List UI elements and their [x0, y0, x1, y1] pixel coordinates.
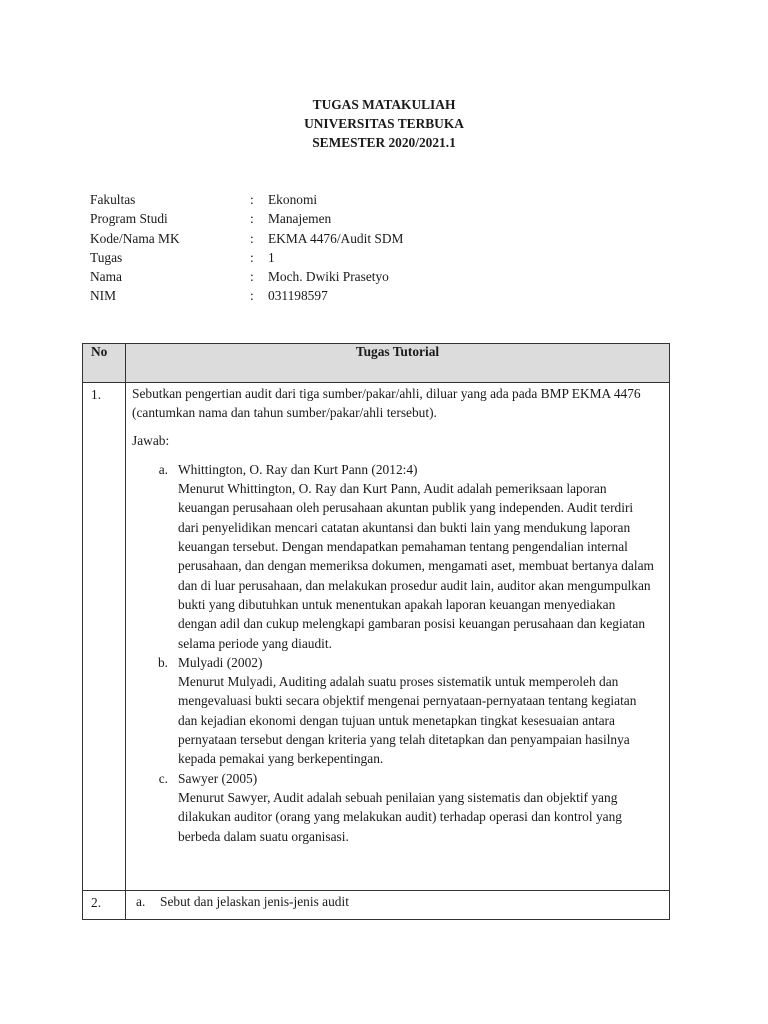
list-item [132, 769, 663, 846]
list-item [132, 460, 663, 653]
list-item [136, 892, 663, 911]
table-row [83, 890, 670, 919]
row-content [126, 890, 670, 919]
title-line-2: UNIVERSITAS TERBUKA [304, 116, 464, 131]
jawab-label: Jawab: [132, 432, 170, 448]
table-header-row [83, 344, 670, 383]
info-colon: : [250, 230, 254, 246]
info-label: Fakultas [90, 192, 136, 207]
info-row-nim [90, 286, 403, 305]
answer-text: Menurut Mulyadi, Auditing adalah suatu proses sistematik untuk memperoleh dan mengevaluasi bukti secara objektif mengenai pernyataan-pernyataan tentang kegiatan dan kejadian ekonomi dengan tujuan untuk menetapkan tingkat kesesuaian antara pernyataan tersebut dengan kriteria yang telah ditetapkan dan penyampaian hasilnya kepada pemakai yang berkepentingan. [178, 674, 637, 767]
info-value: 1 [268, 249, 275, 265]
answer-letter: a. [158, 461, 168, 477]
title-line-3: SEMESTER 2020/2021.1 [312, 135, 456, 150]
row-number: 1. [83, 383, 126, 891]
info-colon: : [250, 249, 254, 265]
info-label: Kode/Nama MK [90, 230, 180, 246]
info-value: Ekonomi [268, 192, 318, 207]
row-number: 2. [83, 890, 126, 919]
table-row [83, 383, 670, 891]
item-text: Sebut dan jelaskan jenis-jenis audit [160, 893, 349, 909]
info-row-kode-mk [90, 229, 403, 248]
answer-text: Menurut Whittington, O. Ray dan Kurt Pann, Audit adalah pemeriksaan laporan keuangan perusahaan oleh perusahaan akuntan publik yang independen. Audit terdiri dari penyelidikan mencari catatan akuntansi dan bukti lain yang mendukung laporan keuangan tersebut. Dengan mendapatkan pemahaman tentang pengendalian internal perusahaan, dan dengan memeriksa dokumen, mengamati aset, membuat bertanya dalam dan di luar perusahaan, dan melakukan prosedur audit lain, auditor akan mengumpulkan bukti yang dibutuhkan untuk menentukan apakah laporan keuangan menyediakan dengan adil dan cukup melengkapi gambaran posisi keuangan perusahaan dan kegiatan selama periode yang diaudit. [178, 481, 654, 651]
spacer [132, 846, 663, 884]
info-value: EKMA 4476/Audit SDM [268, 230, 404, 246]
info-colon: : [250, 211, 254, 227]
info-row-nama [90, 267, 403, 286]
answer-content [178, 653, 663, 769]
header-tugas-tutorial: Tugas Tutorial [126, 344, 670, 383]
info-colon: : [250, 288, 254, 304]
row-content [126, 383, 670, 891]
info-block [90, 190, 403, 306]
info-value: Moch. Dwiki Prasetyo [268, 269, 389, 285]
answer-source: Whittington, O. Ray dan Kurt Pann (2012:4) [178, 461, 418, 477]
info-value: 031198597 [268, 288, 328, 304]
answer-list [132, 460, 663, 846]
info-label: NIM [90, 288, 117, 304]
question-text: Sebutkan pengertian audit dari tiga sumber/pakar/ahli, diluar yang ada pada BMP EKMA 4476 (cantumkan nama dan tahun sumber/pakar/ahli tersebut). [132, 386, 641, 421]
title-line-1: TUGAS MATAKULIAH [312, 97, 456, 112]
info-row-fakultas [90, 190, 403, 209]
answer-source: Sawyer (2005) [178, 770, 258, 786]
info-row-tugas [90, 248, 403, 267]
answer-content [178, 769, 663, 846]
item-letter: a. [136, 893, 146, 909]
answer-letter: b. [157, 654, 168, 670]
document-title [0, 95, 768, 152]
info-colon: : [250, 269, 254, 285]
answer-content [178, 460, 663, 653]
info-row-program-studi [90, 209, 403, 228]
answer-source: Mulyadi (2002) [178, 654, 263, 670]
answer-text: Menurut Sawyer, Audit adalah sebuah penilaian yang sistematis dan objektif yang dilakukan auditor (orang yang melakukan audit) terhadap operasi dan kontrol yang berbeda dalam suatu organisasi. [178, 789, 622, 844]
list-item [132, 653, 663, 769]
info-value: Manajemen [268, 211, 332, 227]
info-colon: : [250, 192, 254, 207]
tutorial-table [82, 343, 670, 920]
info-label: Program Studi [90, 211, 168, 227]
answer-letter: c. [158, 770, 168, 786]
header-no: No [83, 344, 126, 383]
info-label: Nama [90, 269, 122, 285]
info-label: Tugas [90, 249, 123, 265]
